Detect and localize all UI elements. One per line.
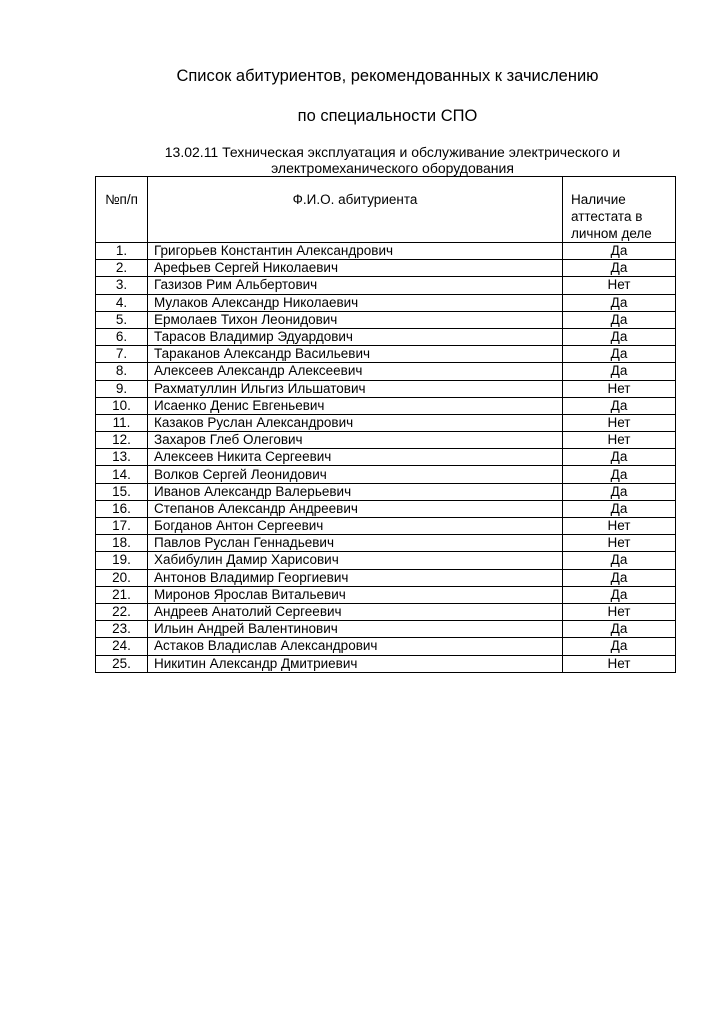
certificate-status: Да [563,397,676,414]
table-row [96,500,676,517]
table-row [96,466,676,483]
row-number: 17. [96,518,148,535]
applicant-name: Казаков Руслан Александрович [148,414,563,431]
row-number: 12. [96,432,148,449]
applicant-name: Газизов Рим Альбертович [148,277,563,294]
certificate-status: Да [563,260,676,277]
applicant-name: Богданов Антон Сергеевич [148,518,563,535]
row-number: 20. [96,569,148,586]
certificate-status: Да [563,500,676,517]
table-row [96,311,676,328]
certificate-status: Да [563,346,676,363]
certificate-status: Да [563,638,676,655]
table-row [96,621,676,638]
applicant-name: Ильин Андрей Валентинович [148,621,563,638]
applicant-name: Степанов Александр Андреевич [148,500,563,517]
applicant-name: Антонов Владимир Георгиевич [148,569,563,586]
table-row [96,518,676,535]
table-row [96,260,676,277]
applicant-name: Хабибулин Дамир Харисович [148,552,563,569]
applicant-name: Андреев Анатолий Сергеевич [148,603,563,620]
certificate-status: Да [563,621,676,638]
row-number: 6. [96,328,148,345]
table-header-row [96,177,676,243]
table-body [96,243,676,673]
certificate-status: Да [563,243,676,260]
table-row [96,243,676,260]
applicant-name: Миронов Ярослав Витальевич [148,586,563,603]
applicant-name: Никитин Александр Дмитриевич [148,655,563,672]
row-number: 2. [96,260,148,277]
row-number: 3. [96,277,148,294]
table-row [96,346,676,363]
applicants-table [95,176,676,673]
certificate-status: Да [563,294,676,311]
applicant-name: Волков Сергей Леонидович [148,466,563,483]
certificate-status: Нет [563,432,676,449]
row-number: 18. [96,535,148,552]
certificate-status: Нет [563,414,676,431]
table-row [96,328,676,345]
certificate-status: Да [563,552,676,569]
table-row [96,277,676,294]
row-number: 21. [96,586,148,603]
row-number: 10. [96,397,148,414]
certificate-status: Нет [563,380,676,397]
table-row [96,397,676,414]
certificate-status: Нет [563,277,676,294]
applicant-name: Григорьев Константин Александрович [148,243,563,260]
row-number: 23. [96,621,148,638]
certificate-status: Да [563,363,676,380]
certificate-status: Нет [563,535,676,552]
certificate-status: Да [563,466,676,483]
applicant-name: Захаров Глеб Олегович [148,432,563,449]
table-row [96,603,676,620]
applicant-name: Тараканов Александр Васильевич [148,346,563,363]
applicant-name: Арефьев Сергей Николаевич [148,260,563,277]
certificate-status: Да [563,483,676,500]
table-row [96,414,676,431]
applicant-name: Астаков Владислав Александрович [148,638,563,655]
applicant-name: Рахматуллин Ильгиз Ильшатович [148,380,563,397]
column-header-number: №п/п [96,177,148,243]
row-number: 11. [96,414,148,431]
table-row [96,638,676,655]
certificate-status: Да [563,569,676,586]
applicant-name: Ермолаев Тихон Леонидович [148,311,563,328]
specialty-title-line2: электромеханического оборудования [271,160,514,176]
applicant-name: Павлов Руслан Геннадьевич [148,535,563,552]
certificate-status: Да [563,586,676,603]
table-row [96,552,676,569]
row-number: 15. [96,483,148,500]
column-header-name: Ф.И.О. абитуриента [148,177,563,243]
row-number: 8. [96,363,148,380]
table-row [96,655,676,672]
table-row [96,586,676,603]
table-row [96,569,676,586]
table-row [96,294,676,311]
applicant-name: Тарасов Владимир Эдуардович [148,328,563,345]
applicant-name: Исаенко Денис Евгеньевич [148,397,563,414]
table-row [96,432,676,449]
table-row [96,449,676,466]
row-number: 14. [96,466,148,483]
row-number: 1. [96,243,148,260]
document-subtitle: по специальности СПО [297,107,478,125]
document-title: Список абитуриентов, рекомендованных к зачислению [176,67,599,85]
table-row [96,535,676,552]
column-header-certificate: Наличие аттестата в личном деле [563,177,676,243]
row-number: 22. [96,603,148,620]
row-number: 5. [96,311,148,328]
table-row [96,483,676,500]
certificate-status: Нет [563,518,676,535]
applicant-name: Иванов Александр Валерьевич [148,483,563,500]
certificate-status: Нет [563,603,676,620]
specialty-title-line1: 13.02.11 Техническая эксплуатация и обслуживание электрического и [164,144,621,160]
row-number: 9. [96,380,148,397]
table-row [96,363,676,380]
certificate-status: Да [563,311,676,328]
row-number: 25. [96,655,148,672]
certificate-status: Да [563,328,676,345]
row-number: 19. [96,552,148,569]
certificate-status: Нет [563,655,676,672]
row-number: 24. [96,638,148,655]
row-number: 13. [96,449,148,466]
applicant-name: Алексеев Никита Сергеевич [148,449,563,466]
row-number: 7. [96,346,148,363]
applicant-name: Мулаков Александр Николаевич [148,294,563,311]
table-row [96,380,676,397]
certificate-status: Да [563,449,676,466]
applicant-name: Алексеев Александр Алексеевич [148,363,563,380]
row-number: 4. [96,294,148,311]
row-number: 16. [96,500,148,517]
